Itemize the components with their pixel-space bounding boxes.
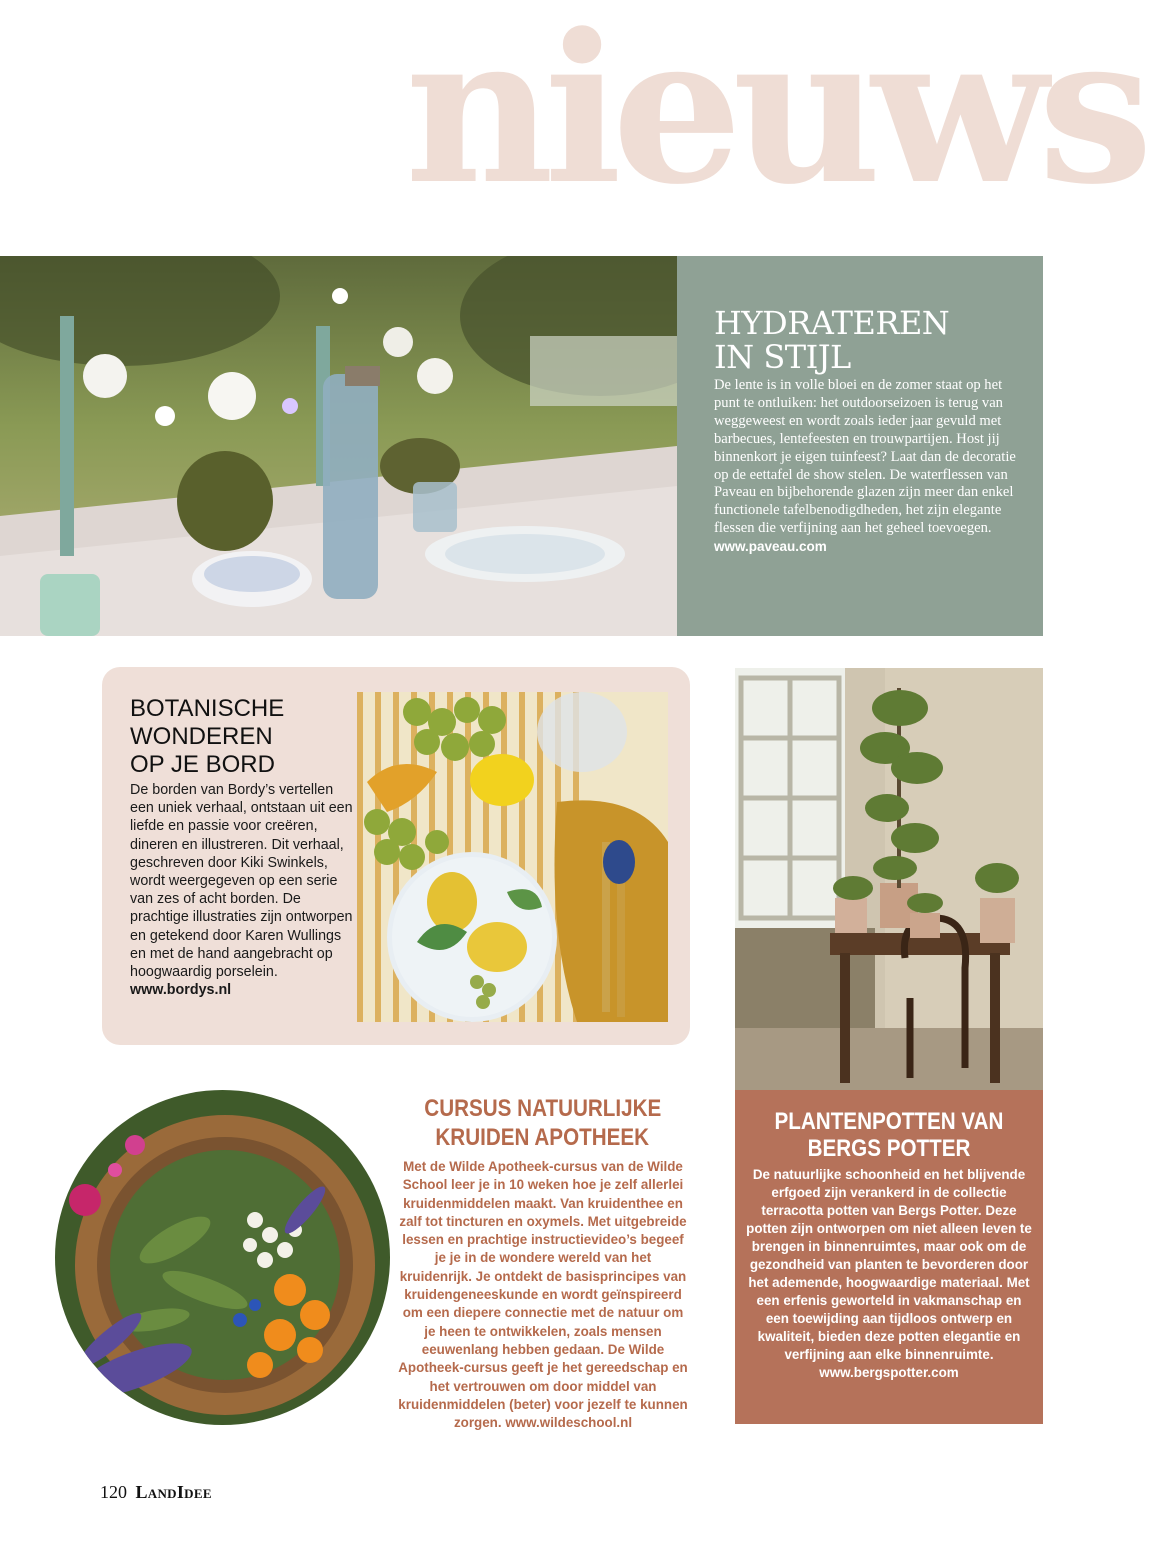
plantenpotten-panel (735, 1090, 1043, 1424)
hydrateren-title-line1: HYDRATEREN (714, 304, 950, 342)
plantenpotten-body-text: De natuurlijke schoonheid en het blijvende erfgoed zijn verankerd in de collectie terracotta potten van Bergs Potter. Deze potten zijn ontworpen om niet alleen leven te brengen in binnenruimtes, maar ook om de gezondheid van planten te bevorderen door het ademende, hoogwaardige materiaal. Met een erfenis geworteld in vakmanschap en een toewijding aan tijdloos ontwerp en kwaliteit, bieden deze potten elegantie en verfijning aan elke binnenruimte. (746, 1167, 1032, 1362)
botanische-title-line3: OP JE BORD (130, 751, 275, 778)
hydrateren-title (714, 306, 1023, 374)
cursus-body-text: Met de Wilde Apotheek-cursus van de Wilde School leer je in 10 weken hoe je zelf allerlei kruidenmiddelen maakt. Van kruidenthee en zalf tot tincturen en oxymels. Met uitgebreide lessen en prachtige instructievideo’s begeef je je in de wondere wereld van het kruidenrijk. Je ontdekt de basisprincipes van kruidengeneeskunde en wordt geïnspireerd om een diepere connectie met de natuur om je heen te ontwikkelen, zoals mensen eeuwenlang hebben gedaan. De Wilde Apotheek-cursus geeft je het gereedschap en het vertrouwen om door middel van kruidenmiddelen (beter) voor jezelf te kunnen zorgen. (398, 1159, 688, 1431)
bordys-link[interactable]: www.bordys.nl (130, 982, 232, 999)
cursus-body (398, 1158, 688, 1432)
botanische-title-line2: WONDEREN (130, 723, 273, 750)
botanische-title (130, 695, 350, 779)
plantenpotten-title-line1: PLANTENPOTTEN VAN (774, 1108, 1004, 1135)
cursus-title-line1: CURSUS NATUURLIJKE (423, 1095, 661, 1122)
botanische-body-text: De borden van Bordy’s vertellen een uniek verhaal, ontstaan uit een liefde en passie voor creëren, dineren en illustreren. Dit verhaal, geschreven door Kiki Swinkels, wordt weergegeven op een serie van zes of acht borden. De prachtige illustraties zijn ontworpen en getekend door Karen Wullings en met de hand aangebracht op hoogwaardig porselein. (130, 782, 353, 981)
hydrateren-body (714, 377, 1023, 557)
botanische-body (130, 781, 355, 999)
plate-lemons-photo (357, 692, 668, 1022)
page-folio (100, 1482, 212, 1503)
hydrateren-body-text: De lente is in volle bloei en de zomer staat op het punt te ontluiken: het outdoorseizoen is terug van weggeweest en wordt zoals ieder jaar gevuld met barbecues, lentefeesten en trouwpartijen. Host jij binnenkort je eigen tuinfeest? Laat dan de decoratie op de eettafel de show stelen. De waterflessen van Paveau en bijbehorende glazen zijn meer dan enkel functionele tafelbenodigdheden, het zijn elegante flessen die verfijning aan het geheel toevoegen. (714, 377, 1016, 537)
magazine-brand: LandIdee (135, 1482, 212, 1502)
botanische-title-line1: BOTANISCHE (130, 695, 285, 722)
bergspotter-link[interactable]: www.bergspotter.com (819, 1365, 959, 1380)
table-setting-photo (0, 256, 677, 636)
paveau-link[interactable]: www.paveau.com (714, 539, 827, 555)
plantenpotten-body (745, 1166, 1033, 1382)
hydrateren-title-line2: IN STIJL (714, 338, 851, 376)
cursus-title-line2: KRUIDEN APOTHEEK (435, 1124, 650, 1151)
cursus-title (400, 1094, 685, 1152)
plant-room-photo (735, 668, 1043, 1090)
hydrateren-panel (677, 256, 1043, 636)
plantenpotten-title-line2: BERGS POTTER (807, 1135, 971, 1162)
plantenpotten-title (765, 1108, 1013, 1162)
page-number: 120 (100, 1482, 127, 1502)
herb-basket-photo (55, 1090, 390, 1425)
wildeschool-link[interactable]: www.wildeschool.nl (505, 1415, 633, 1431)
masthead-title: nieuws (405, 0, 1144, 230)
